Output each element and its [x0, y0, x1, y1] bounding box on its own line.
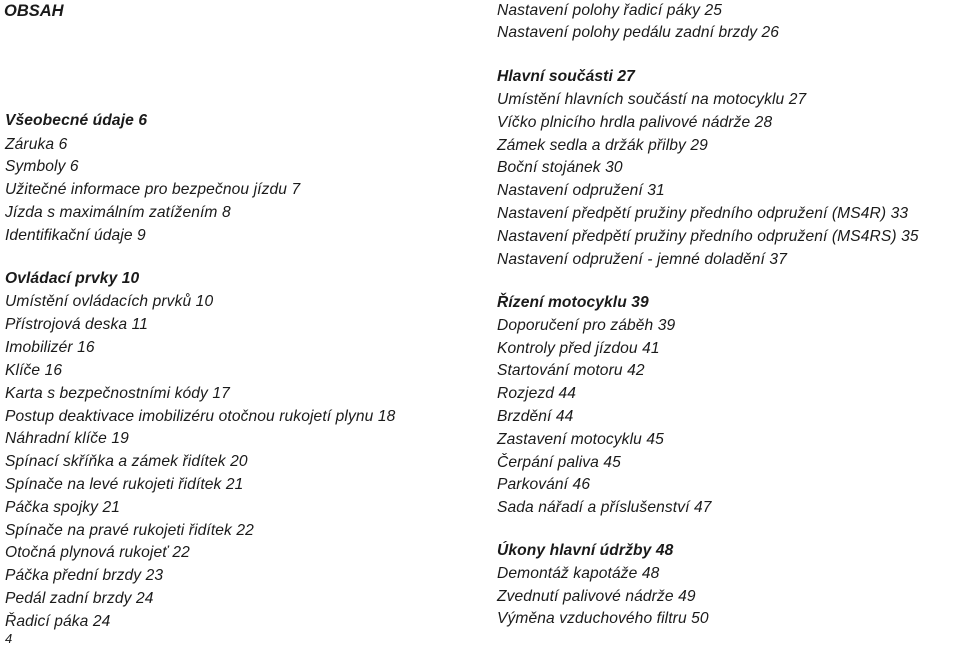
- toc-entry: Pedál zadní brzdy 24: [5, 590, 154, 607]
- toc-entry: Klíče 16: [5, 362, 63, 379]
- toc-entry: Postup deaktivace imobilizéru otočnou rukojetí plynu 18: [5, 408, 396, 425]
- toc-entry: Zámek sedla a držák přilby 29: [497, 137, 708, 154]
- toc-section-heading: Všeobecné údaje 6: [5, 112, 148, 129]
- toc-entry: Zvednutí palivové nádrže 49: [497, 588, 696, 605]
- toc-entry: Boční stojánek 30: [497, 159, 623, 176]
- toc-entry: Umístění hlavních součástí na motocyklu 27: [497, 91, 807, 108]
- toc-entry: Kontroly před jízdou 41: [497, 340, 660, 357]
- toc-entry: Nastavení předpětí pružiny předního odpružení (MS4R) 33: [497, 205, 909, 222]
- toc-entry: Demontáž kapotáže 48: [497, 565, 660, 582]
- toc-entry: Páčka spojky 21: [5, 499, 121, 516]
- toc-section-heading: Ovládací prvky 10: [5, 270, 140, 287]
- toc-entry: Startování motoru 42: [497, 362, 645, 379]
- toc-entry: Řadicí páka 24: [5, 613, 111, 630]
- page-number: 4: [5, 631, 13, 646]
- toc-entry: Spínače na levé rukojeti řidítek 21: [5, 476, 244, 493]
- toc-entry: Spínače na pravé rukojeti řidítek 22: [5, 522, 254, 539]
- toc-entry: Parkování 46: [497, 476, 591, 493]
- toc-entry: Karta s bezpečnostními kódy 17: [5, 385, 230, 402]
- toc-entry: Doporučení pro záběh 39: [497, 317, 676, 334]
- toc-entry: Sada nářadí a příslušenství 47: [497, 499, 712, 516]
- toc-entry: Spínací skříňka a zámek řidítek 20: [5, 453, 248, 470]
- toc-entry: Užitečné informace pro bezpečnou jízdu 7: [5, 181, 301, 198]
- toc-section-heading: Hlavní součásti 27: [497, 68, 635, 85]
- toc-entry: Nastavení polohy řadicí páky 25: [497, 2, 723, 19]
- toc-entry: Nastavení odpružení - jemné doladění 37: [497, 251, 787, 268]
- toc-entry: Brzdění 44: [497, 408, 574, 425]
- toc-section-heading: Řízení motocyklu 39: [497, 294, 649, 311]
- toc-entry: Páčka přední brzdy 23: [5, 567, 164, 584]
- toc-entry: Nastavení předpětí pružiny předního odpružení (MS4RS) 35: [497, 228, 919, 245]
- toc-entry: Výměna vzduchového filtru 50: [497, 610, 709, 627]
- toc-section-heading: Úkony hlavní údržby 48: [497, 542, 674, 559]
- toc-entry: Jízda s maximálním zatížením 8: [5, 204, 231, 221]
- toc-entry: Víčko plnicího hrdla palivové nádrže 28: [497, 114, 773, 131]
- toc-entry: Otočná plynová rukojeť 22: [5, 544, 190, 561]
- toc-entry: Imobilizér 16: [5, 339, 95, 356]
- toc-entry: Symboly 6: [5, 158, 79, 175]
- toc-entry: Záruka 6: [5, 136, 68, 153]
- toc-entry: Rozjezd 44: [497, 385, 577, 402]
- toc-entry: Čerpání paliva 45: [497, 454, 621, 471]
- toc-entry: Identifikační údaje 9: [5, 227, 146, 244]
- toc-entry: Přístrojová deska 11: [5, 316, 148, 333]
- toc-entry: Zastavení motocyklu 45: [497, 431, 664, 448]
- document-title: OBSAH: [4, 2, 64, 20]
- toc-entry: Nastavení polohy pedálu zadní brzdy 26: [497, 24, 780, 41]
- toc-entry: Nastavení odpružení 31: [497, 182, 665, 199]
- toc-entry: Náhradní klíče 19: [5, 430, 129, 447]
- toc-entry: Umístění ovládacích prvků 10: [5, 293, 214, 310]
